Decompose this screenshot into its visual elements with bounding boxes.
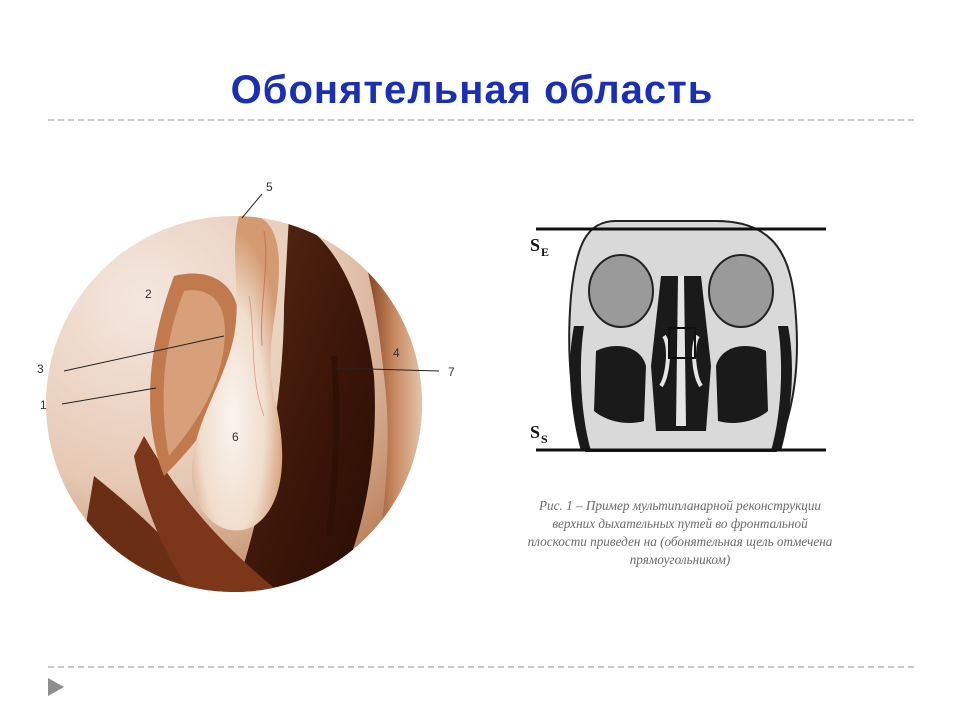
level-label-bottom-sub: S — [541, 432, 548, 446]
endoscopic-image — [34, 176, 474, 596]
ct-scan-image — [526, 216, 826, 466]
bottom-divider — [48, 666, 914, 668]
slide-title: Обонятельная область — [230, 68, 714, 112]
triangle-right-icon[interactable] — [46, 676, 66, 698]
caption-line: Рис. 1 – Пример мультипланарной реконструкции — [538, 498, 822, 513]
level-label-top: S — [530, 235, 541, 255]
caption-line: прямоугольником) — [629, 552, 731, 567]
label-6: 6 — [232, 430, 239, 444]
label-2: 2 — [145, 287, 152, 301]
label-7: 7 — [448, 365, 455, 379]
level-label-top-sub: E — [541, 245, 550, 259]
level-label-bottom: S — [530, 422, 541, 442]
caption-line: плоскости приведен на (обонятельная щель отмечена — [527, 534, 833, 549]
caption-line: верхних дыхательных путей во фронтальной — [552, 516, 808, 531]
label-3: 3 — [37, 362, 44, 376]
label-1: 1 — [40, 398, 47, 412]
top-divider — [48, 119, 914, 121]
label-4: 4 — [393, 346, 400, 360]
label-5: 5 — [266, 180, 273, 194]
figure-caption — [490, 497, 870, 569]
